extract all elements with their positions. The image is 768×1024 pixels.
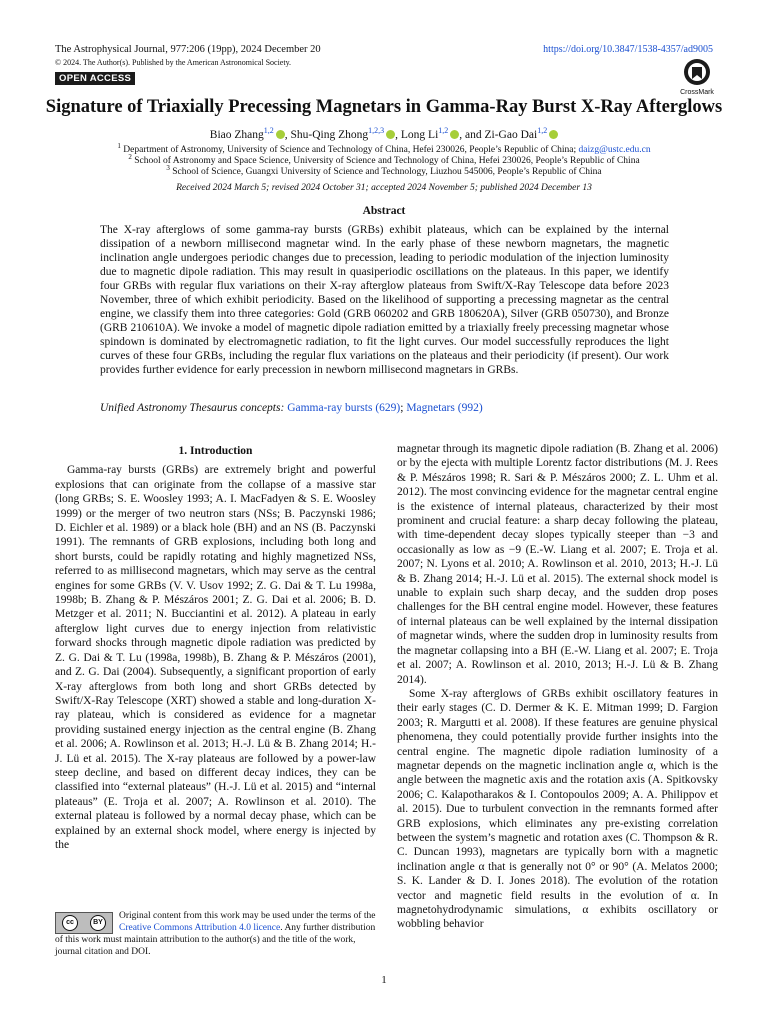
author	[290, 126, 396, 141]
license-notice	[55, 910, 376, 958]
paragraph: Gamma-ray bursts (GRBs) are extremely bright and powerful explosions that can originate from the collapse of a massive star (long GRBs; S. E. Woosley 1993; A. I. MacFadyen & S. E. Woosley 1999) or the merger of two neutron stars (NSs; B. Paczynski 1986; D. Eichler et al. 1989) or a black hole (BH) and an NS (B. Paczynski 1991). The remnants of GRB explosions, including both long and short bursts, could be rapidly rotating and highly magnetized NSs, referred to as millisecond magnetars, which may serve as the central engines for some GRBs (V. V. Usov 1992; Z. G. Dai & T. Lu 1998a, 1998b; B. Zhang & P. Mészáros 2001; Z. G. Dai et al. 2006; B. D. Metzger et al. 2011; N. Bucciantini et al. 2012). A plateau in early afterglow light curves due to energy injection from relativistic forward shocks through magnetic dipole radiation was predicted by Z. G. Dai & T. Lu (1998a, 1998b), B. Zhang & P. Mészáros (2001), and Z. G. Dai (2004). Subsequently, a significant proportion of early X-ray afterglows from both long and short GRBs detected by Swift/X-Ray Telescope (XRT) showed a stable and long-duration X-ray plateau, which is considered as evidence for a magnetar providing sustained energy injection as the central engine (B. Zhang et al. 2006; A. Rowlinson et al. 2013; H.-J. Lü & B. Zhang 2014; H.-J. Lü et al. 2015). The X-ray plateaus are followed by a power-law steep decline, and based on different decay indices, they can be classified into “external plateaus” (H.-J. Lü et al. 2015) and “internal plateaus” (E. Troja et al. 2007; A. Rowlinson et al. 2010). The external plateau is followed by a normal decay phase, which can be explained by an external shock model, where energy is injected by the	[55, 464, 376, 851]
affiliation-text: School of Astronomy and Space Science, University of Science and Technology of China, Hefei 230026, People’s Republic of China	[134, 156, 640, 167]
author	[400, 126, 459, 141]
section-heading: 1. Introduction	[178, 445, 253, 457]
orcid-icon[interactable]	[549, 130, 558, 139]
right-column	[397, 442, 718, 932]
author-name: Zi-Gao Dai	[484, 128, 538, 141]
uat-separator: ;	[400, 402, 407, 414]
journal-citation: The Astrophysical Journal, 977:206 (19pp), 2024 December 20	[55, 44, 321, 55]
uat-concept-link[interactable]: Magnetars (992)	[406, 402, 483, 414]
author-affiliation[interactable]: 1,2	[263, 126, 274, 135]
author-affiliation[interactable]: 1,2,3	[368, 126, 385, 135]
orcid-icon[interactable]	[386, 130, 395, 139]
paper-title: Signature of Triaxially Precessing Magnetars in Gamma-Ray Burst X-Ray Afterglows	[45, 97, 723, 117]
affiliation-number: 2	[128, 153, 132, 161]
crossmark-icon	[683, 58, 711, 86]
author-separator: ,	[395, 128, 401, 141]
author-name: Long Li	[400, 128, 439, 141]
author	[484, 126, 559, 141]
author-affiliation[interactable]: 1,2	[438, 126, 449, 135]
by-icon: BY	[90, 915, 106, 931]
affiliation-text: Department of Astronomy, University of Science and Technology of China, Hefei 230026, People’s Republic of China;	[123, 145, 577, 156]
affiliation-3	[0, 163, 768, 178]
uat-concept-link[interactable]: Gamma-ray bursts (629)	[287, 402, 401, 414]
email-link[interactable]: daizg@ustc.edu.cn	[578, 145, 651, 156]
journal-header	[55, 44, 321, 69]
author-list	[0, 126, 768, 141]
author	[209, 126, 285, 141]
copyright-line: © 2024. The Author(s). Published by the American Astronomical Society.	[55, 58, 292, 67]
author-affiliation[interactable]: 1,2	[537, 126, 548, 135]
orcid-icon[interactable]	[450, 130, 459, 139]
page-number: 1	[381, 974, 387, 986]
affiliation-number: 1	[117, 142, 121, 150]
author-name: Shu-Qing Zhong	[290, 128, 369, 141]
uat-concepts	[100, 402, 669, 414]
affiliation-number: 3	[166, 164, 170, 172]
license-link[interactable]: Creative Commons Attribution 4.0 licence	[119, 923, 281, 933]
open-access-badge: OPEN ACCESS	[55, 72, 135, 85]
crossmark-button[interactable]	[679, 58, 715, 94]
author-separator: ,	[284, 128, 291, 141]
cc-by-badge	[55, 912, 113, 934]
abstract-heading: Abstract	[362, 205, 406, 217]
publication-dates: Received 2024 March 5; revised 2024 October 31; accepted 2024 November 5; published 2024 December 13	[176, 183, 592, 193]
license-text-end: . Any further distribution of this work must maintain attribution to the author(s) and the title of the work, journal citation and DOI.	[55, 923, 376, 957]
cc-icon: cc	[62, 915, 78, 931]
author-separator: , and	[459, 128, 485, 141]
doi-link[interactable]: https://doi.org/10.3847/1538-4357/ad9005	[543, 44, 713, 55]
uat-label: Unified Astronomy Thesaurus concepts:	[100, 402, 285, 414]
affiliation-text: School of Science, Guangxi University of Science and Technology, Liuzhou 545006, People’s Republic of China	[172, 167, 602, 178]
paragraph: magnetar through its magnetic dipole radiation (B. Zhang et al. 2006) or by the ejecta with multiple Lorentz factor distributions (M. J. Rees & P. Mészáros 1998; R. Sari & P. Mészáros 2000; Z. L. Uhm et al. 2012). The most convincing evidence for the magnetar central engine is the existence of internal plateaus, characterized by their most prominent and crucial feature: a sharp decay following the plateau, with time-dependent decay slopes typically steeper than −3 and occasionally as low as −9 (E.-W. Liang et al. 2007; E. Troja et al. 2007; N. Lyons et al. 2010; A. Rowlinson et al. 2010, 2013; H.-J. Lü & B. Zhang 2014; H.-J. Lü et al. 2015). The external shock model is unable to explain such sharp decay, and the sudden drop poses challenges for the BH central engine model. However, these features of internal plateaus can be well explained by the internal dissipation of magnetar winds, where the sudden drop in luminosity results from the magnetar collapsing into a BH (E.-W. Liang et al. 2007; E. Troja et al. 2007; A. Rowlinson et al. 2010, 2013; H.-J. Lü & B. Zhang 2014).	[397, 443, 718, 686]
license-text-start: Original content from this work may be used under the terms of the	[119, 911, 376, 921]
crossmark-label: CrossMark	[680, 89, 714, 96]
author-name: Biao Zhang	[209, 128, 264, 141]
orcid-icon[interactable]	[276, 130, 285, 139]
paragraph: Some X-ray afterglows of GRBs exhibit oscillatory features in their early stages (C. D. Dermer & K. E. Mitman 1999; D. Fargion 2003; R. Margutti et al. 2008). If these features are genuine physical phenomena, they could potentially provide further insights into the central engine. The magnetic dipole radiation luminosity of a magnetar depends on the magnetic inclination angle α, which is the angle between the magnetic axis and the rotation axis (A. Spitkovsky 2006; C. Kalapotharakos & I. Contopoulos 2009; A. A. Philippov et al. 2015). Due to turbulent convection in the remnants formed after GRB explosions, which eliminates any pre-existing correlation between the system’s magnetic and rotation axes (C. Thompson & R. C. Duncan 1993), magnetars are typically born with a magnetic inclination angle α that is generally not 0° or 90° (A. Melatos 2000; S. K. Lander & D. I. Jones 2018). The evolution of the rotation vector and magnetic field results in the evolution of α. In magnetohydrodynamic simulations, α exhibits oscillatory or wobbling behavior	[397, 687, 718, 931]
abstract-text: The X-ray afterglows of some gamma-ray bursts (GRBs) exhibit plateaus, which can be explained by the internal dissipation of a newborn millisecond magnetar wind. In the early phase of these newborn magnetars, the magnetic inclination angle undergoes periodic changes due to precession, leading to periodic modulation of the injection luminosity due to magnetic dipole radiation. This may result in quasiperiodic oscillations on the plateaus. In this paper, we identify four GRBs with regular flux variations on their X-ray afterglow plateaus from Swift/X-Ray Telescope data before 2023 November, three of which exhibit periodicity. Based on the likelihood of supporting a precessing magnetar as the central engine, we classify them into three categories: Gold (GRB 060202 and GRB 180620A), Silver (GRB 050730), and Bronze (GRB 210610A). We invoke a model of magnetic dipole radiation emitted by a triaxially freely precessing magnetar whose spindown is dominated by electromagnetic radiation, to fit the light curves. Our model successfully reproduces the light curves of these four GRBs, including the regular flux variations on the plateaus and their periodicity (if present). Our work provides further evidence for early precession in newborn millisecond magnetars in GRBs.	[100, 224, 669, 376]
left-column	[55, 444, 376, 852]
